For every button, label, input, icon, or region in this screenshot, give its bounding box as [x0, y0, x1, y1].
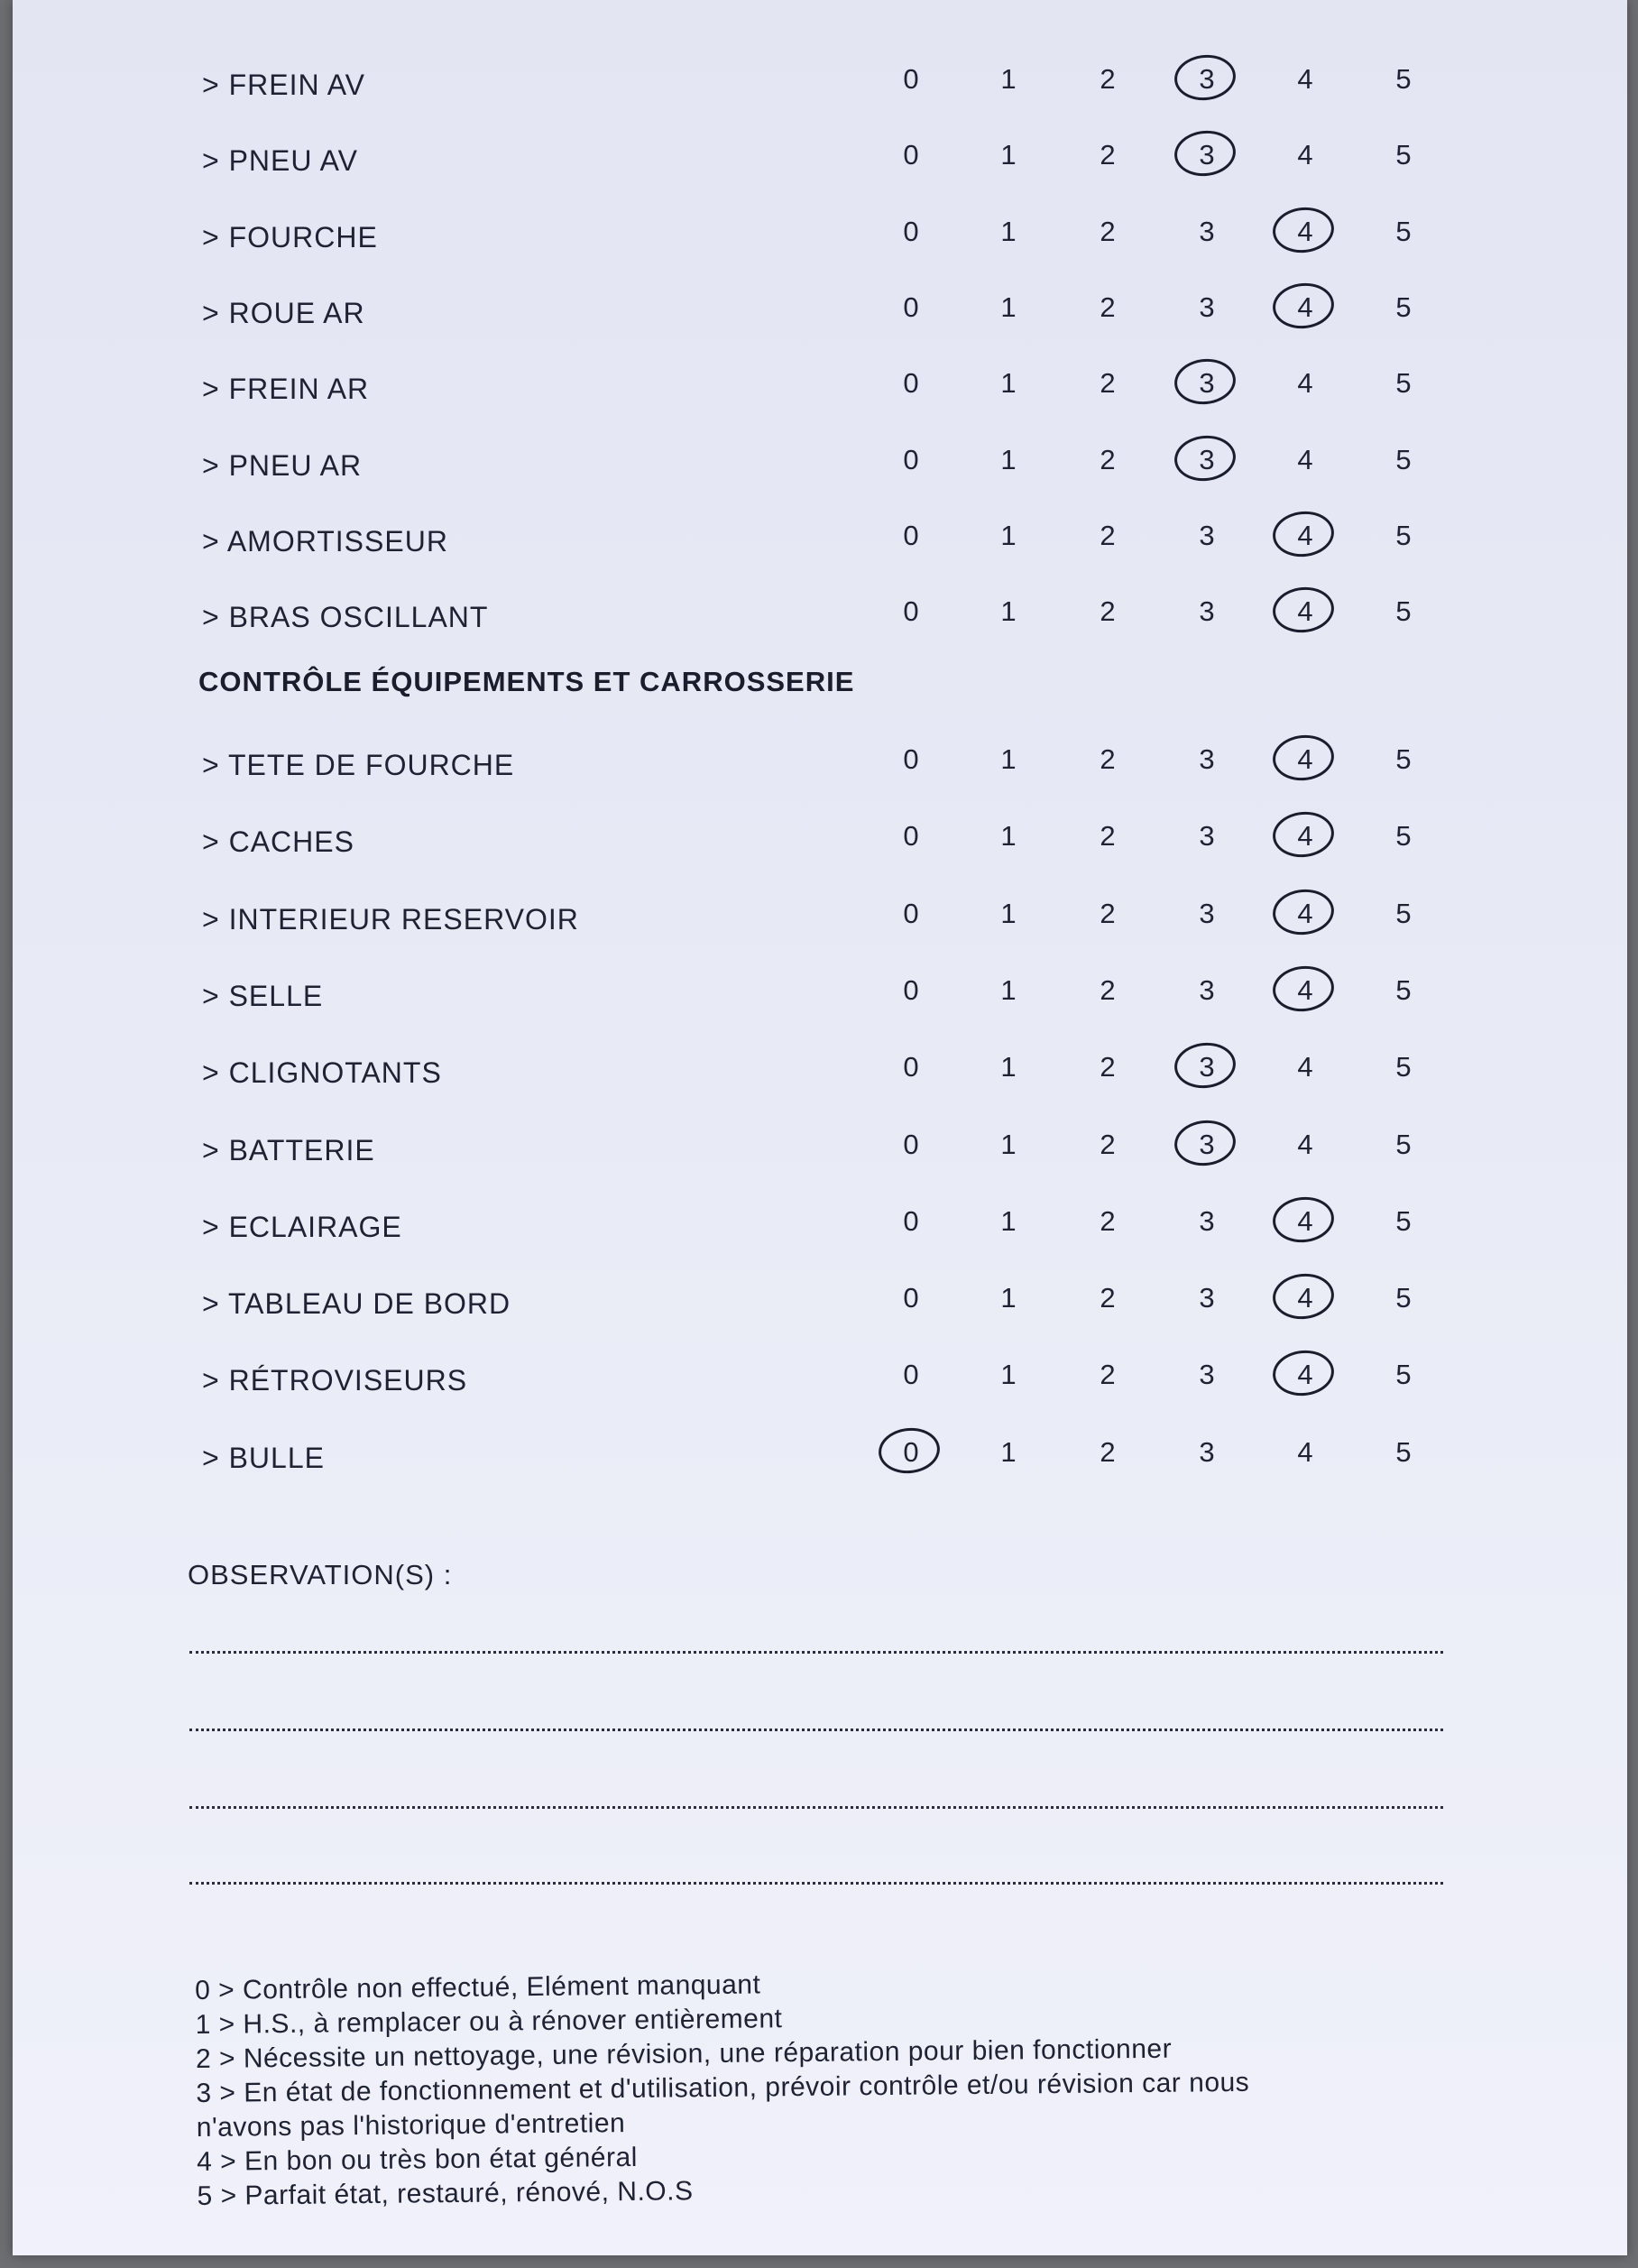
score-option-3[interactable]: 3: [1180, 367, 1234, 400]
checklist-row: [13, 60, 1627, 114]
score-option-3[interactable]: 3: [1199, 519, 1215, 551]
score-option-2[interactable]: 2: [1100, 367, 1116, 400]
score-option-3[interactable]: 3: [1199, 743, 1215, 775]
selected-score-circle: [1271, 1348, 1337, 1399]
score-option-2[interactable]: 2: [1100, 1435, 1116, 1468]
score-option-5[interactable]: 5: [1395, 1128, 1412, 1160]
score-option-3[interactable]: 3: [1180, 1129, 1234, 1161]
score-option-1[interactable]: 1: [1000, 1051, 1017, 1083]
selected-score-circle: [1271, 585, 1337, 636]
score-option-0[interactable]: 0: [903, 973, 919, 1006]
score-option-0[interactable]: 0: [903, 1282, 919, 1314]
score-option-3[interactable]: 3: [1199, 1204, 1215, 1237]
score-option-3[interactable]: 3: [1199, 1282, 1215, 1314]
score-option-2[interactable]: 2: [1100, 139, 1116, 171]
score-option-4[interactable]: 4: [1278, 974, 1332, 1007]
score-option-2[interactable]: 2: [1100, 443, 1116, 475]
checklist-sheet: [13, 0, 1627, 2255]
score-option-3[interactable]: 3: [1199, 820, 1215, 853]
checklist-row: [13, 816, 1627, 871]
selected-score-circle: [1271, 204, 1337, 255]
score-option-0[interactable]: 0: [903, 1204, 919, 1237]
score-option-2[interactable]: 2: [1100, 1204, 1116, 1237]
score-option-4[interactable]: 4: [1297, 443, 1313, 475]
score-option-4[interactable]: 4: [1278, 216, 1332, 248]
row-label: > FREIN AV: [202, 69, 366, 101]
score-option-5[interactable]: 5: [1395, 63, 1412, 95]
checklist-row: [13, 440, 1627, 494]
score-option-0[interactable]: 0: [903, 743, 919, 775]
score-option-2[interactable]: 2: [1100, 973, 1116, 1006]
score-option-4[interactable]: 4: [1278, 520, 1332, 552]
score-option-4[interactable]: 4: [1278, 1282, 1332, 1314]
row-label: > INTERIEUR RESERVOIR: [202, 902, 579, 936]
score-option-1[interactable]: 1: [1000, 519, 1017, 551]
score-option-4[interactable]: 4: [1297, 1051, 1313, 1083]
score-option-3[interactable]: 3: [1199, 595, 1215, 628]
score-option-5[interactable]: 5: [1395, 897, 1412, 929]
score-option-5[interactable]: 5: [1395, 139, 1412, 171]
score-option-0[interactable]: 0: [903, 1051, 919, 1083]
score-option-1[interactable]: 1: [1000, 820, 1017, 853]
score-option-4[interactable]: 4: [1278, 820, 1332, 853]
legend-line: 0 > Contrôle non effectué, Elément manquant: [195, 1969, 761, 2005]
score-option-1[interactable]: 1: [1000, 1204, 1017, 1237]
row-label: > FREIN AR: [202, 373, 370, 406]
score-option-0[interactable]: 0: [903, 519, 919, 551]
observation-line[interactable]: [189, 1806, 1443, 1809]
score-option-5[interactable]: 5: [1395, 1204, 1412, 1237]
score-option-3[interactable]: 3: [1180, 139, 1234, 171]
score-option-2[interactable]: 2: [1100, 1128, 1116, 1160]
score-option-4[interactable]: 4: [1278, 743, 1332, 776]
score-option-5[interactable]: 5: [1395, 973, 1412, 1006]
score-option-5[interactable]: 5: [1395, 743, 1412, 775]
checklist-row: [13, 135, 1627, 189]
checklist-row: [13, 212, 1627, 266]
selected-score-circle: [1173, 356, 1238, 408]
checklist-row: [13, 1433, 1627, 1487]
selected-score-circle: [1271, 809, 1337, 861]
observation-line[interactable]: [189, 1882, 1443, 1885]
selected-score-circle: [1271, 963, 1337, 1014]
score-option-1[interactable]: 1: [1000, 367, 1017, 400]
score-option-2[interactable]: 2: [1100, 897, 1116, 929]
score-option-0[interactable]: 0: [903, 595, 919, 628]
checklist-row: [13, 1278, 1627, 1332]
row-label: > TETE DE FOURCHE: [202, 749, 515, 781]
score-option-3[interactable]: 3: [1180, 444, 1234, 476]
score-option-3[interactable]: 3: [1180, 1051, 1234, 1083]
selected-score-circle: [1173, 52, 1238, 104]
score-option-0[interactable]: 0: [903, 290, 919, 323]
row-label: > CACHES: [202, 825, 354, 859]
legend-line: 2 > Nécessite un nettoyage, une révision, une réparation pour bien fonctionner: [195, 2033, 1173, 2074]
score-option-2[interactable]: 2: [1100, 743, 1116, 775]
selected-score-circle: [1173, 128, 1238, 180]
score-option-3[interactable]: 3: [1199, 1435, 1215, 1468]
observation-line[interactable]: [189, 1729, 1443, 1731]
score-option-4[interactable]: 4: [1278, 898, 1332, 930]
score-option-4[interactable]: 4: [1278, 291, 1332, 324]
score-option-3[interactable]: 3: [1199, 973, 1215, 1006]
row-label: > PNEU AR: [202, 448, 363, 482]
legend-line: 4 > En bon ou très bon état général: [197, 2142, 639, 2177]
score-option-2[interactable]: 2: [1100, 290, 1116, 323]
checklist-row: [13, 288, 1627, 342]
score-option-2[interactable]: 2: [1100, 215, 1116, 247]
row-label: > PNEU AV: [202, 144, 358, 178]
legend-line: 1 > H.S., à remplacer ou à rénover entièrement: [195, 2004, 783, 2040]
row-label: > ECLAIRAGE: [202, 1210, 402, 1243]
legend-line: 5 > Parfait état, restauré, rénové, N.O.S: [197, 2176, 694, 2211]
legend-line: n'avons pas l'historique d'entretien: [196, 2108, 626, 2143]
score-option-1[interactable]: 1: [1000, 1435, 1017, 1468]
score-option-0[interactable]: 0: [903, 215, 919, 247]
checklist-row: [13, 894, 1627, 948]
score-option-5[interactable]: 5: [1395, 1359, 1412, 1391]
score-option-4[interactable]: 4: [1297, 63, 1313, 95]
observation-line[interactable]: [189, 1651, 1443, 1654]
score-option-1[interactable]: 1: [1000, 1128, 1017, 1160]
row-label: > TABLEAU DE BORD: [202, 1287, 511, 1321]
score-option-5[interactable]: 5: [1395, 1051, 1412, 1083]
row-label: > BATTERIE: [202, 1133, 375, 1166]
score-option-4[interactable]: 4: [1278, 595, 1332, 628]
selected-score-circle: [1173, 432, 1238, 484]
row-label: > SELLE: [202, 979, 324, 1012]
score-option-0[interactable]: 0: [903, 63, 919, 95]
score-option-5[interactable]: 5: [1395, 1435, 1412, 1468]
row-label: > BULLE: [202, 1441, 325, 1474]
score-option-5[interactable]: 5: [1395, 367, 1412, 400]
score-option-1[interactable]: 1: [1000, 139, 1017, 171]
score-option-1[interactable]: 1: [1000, 1359, 1017, 1391]
score-option-3[interactable]: 3: [1180, 63, 1234, 96]
score-option-1[interactable]: 1: [1000, 215, 1017, 247]
score-option-2[interactable]: 2: [1100, 1359, 1116, 1391]
score-option-1[interactable]: 1: [1000, 1282, 1017, 1314]
score-option-0[interactable]: 0: [903, 139, 919, 171]
score-option-0[interactable]: 0: [903, 820, 919, 853]
score-option-3[interactable]: 3: [1199, 897, 1215, 929]
score-option-1[interactable]: 1: [1000, 743, 1017, 775]
section-title: CONTRÔLE ÉQUIPEMENTS ET CARROSSERIE: [198, 666, 855, 697]
checklist-row: [13, 1355, 1627, 1409]
score-option-2[interactable]: 2: [1100, 519, 1116, 551]
score-option-4[interactable]: 4: [1278, 1205, 1332, 1238]
score-option-5[interactable]: 5: [1395, 443, 1412, 475]
score-option-1[interactable]: 1: [1000, 973, 1017, 1006]
selected-score-circle: [1271, 886, 1337, 937]
score-option-5[interactable]: 5: [1395, 519, 1412, 551]
score-option-5[interactable]: 5: [1395, 215, 1412, 247]
score-option-4[interactable]: 4: [1278, 1359, 1332, 1391]
score-option-2[interactable]: 2: [1100, 63, 1116, 95]
score-option-3[interactable]: 3: [1199, 215, 1215, 247]
score-option-5[interactable]: 5: [1395, 595, 1412, 628]
row-label: > BRAS OSCILLANT: [202, 601, 489, 634]
checklist-row: [13, 740, 1627, 794]
score-option-1[interactable]: 1: [1000, 897, 1017, 929]
row-label: > ROUE AR: [202, 296, 365, 329]
row-label: > RÉTROVISEURS: [202, 1364, 468, 1397]
score-option-2[interactable]: 2: [1100, 595, 1116, 628]
row-label: > AMORTISSEUR: [202, 524, 448, 558]
score-option-0[interactable]: 0: [903, 1128, 919, 1160]
score-option-4[interactable]: 4: [1297, 1128, 1313, 1160]
observations-label: OBSERVATION(S) :: [188, 1559, 453, 1590]
selected-score-circle: [1271, 733, 1337, 784]
row-label: > CLIGNOTANTS: [202, 1056, 442, 1090]
selected-score-circle: [1173, 1117, 1238, 1168]
selected-score-circle: [1271, 280, 1337, 331]
score-option-5[interactable]: 5: [1395, 820, 1412, 853]
checklist-row: [13, 1047, 1627, 1102]
score-option-4[interactable]: 4: [1297, 367, 1313, 400]
selected-score-circle: [1271, 1194, 1337, 1245]
score-option-0[interactable]: 0: [903, 367, 919, 400]
score-option-1[interactable]: 1: [1000, 63, 1017, 95]
score-option-3[interactable]: 3: [1199, 290, 1215, 323]
score-option-1[interactable]: 1: [1000, 443, 1017, 475]
row-label: > FOURCHE: [202, 220, 378, 254]
score-option-4[interactable]: 4: [1297, 1435, 1313, 1468]
selected-score-circle: [1271, 1271, 1337, 1323]
selected-score-circle: [1173, 1040, 1238, 1092]
selected-score-circle: [1271, 508, 1337, 559]
score-option-1[interactable]: 1: [1000, 290, 1017, 323]
score-option-0[interactable]: 0: [903, 443, 919, 475]
score-option-2[interactable]: 2: [1100, 820, 1116, 853]
checklist-row: [13, 971, 1627, 1025]
selected-score-circle: [877, 1424, 943, 1476]
score-option-2[interactable]: 2: [1100, 1051, 1116, 1083]
score-option-0[interactable]: 0: [903, 897, 919, 929]
score-option-0[interactable]: 0: [884, 1436, 938, 1469]
checklist-row: [13, 364, 1627, 418]
score-option-3[interactable]: 3: [1199, 1359, 1215, 1391]
legend-line: 3 > En état de fonctionnement et d'utilisation, prévoir contrôle et/ou révision car nous: [196, 2067, 1250, 2108]
score-option-5[interactable]: 5: [1395, 1282, 1412, 1314]
score-legend: [195, 1963, 1251, 2214]
checklist-row: [13, 1125, 1627, 1179]
score-option-5[interactable]: 5: [1395, 290, 1412, 323]
score-option-2[interactable]: 2: [1100, 1282, 1116, 1314]
checklist-row: [13, 516, 1627, 570]
checklist-row: [13, 1202, 1627, 1256]
checklist-row: [13, 592, 1627, 646]
score-option-1[interactable]: 1: [1000, 595, 1017, 628]
score-option-4[interactable]: 4: [1297, 139, 1313, 171]
score-option-0[interactable]: 0: [903, 1359, 919, 1391]
